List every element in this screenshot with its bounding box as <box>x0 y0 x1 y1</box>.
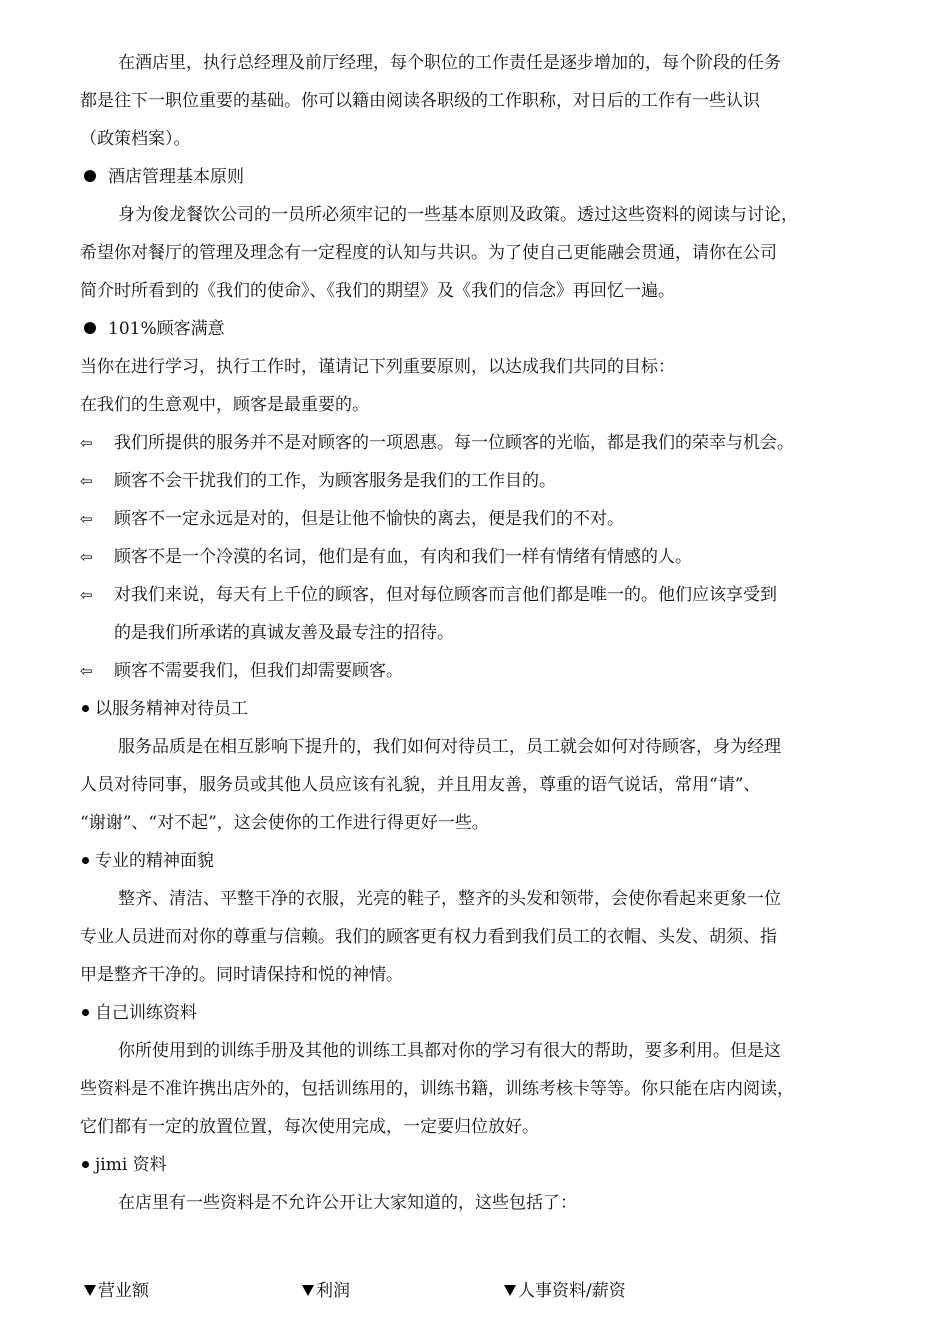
training-line-1: 你所使用到的训练手册及其他的训练工具都对你的学习有很大的帮助，要多利用。但是这 <box>118 1041 781 1061</box>
list-item-text: 顾客不需要我们，但我们却需要顾客。 <box>114 661 403 681</box>
intro-line-3: （政策档案）。 <box>80 129 191 149</box>
bullet-icon <box>82 1009 89 1016</box>
principles-heading-text: 酒店管理基本原则 <box>108 167 244 187</box>
satisfaction-line-2: 在我们的生意观中，顾客是最重要的。 <box>80 395 369 415</box>
left-arrow-icon: ⇦ <box>80 662 93 680</box>
service-line-2: 人员对待同事，服务员或其他人员应该有礼貌，并且用友善，尊重的语气说话，常用“请”、 <box>80 775 761 795</box>
bullet-icon <box>82 705 89 712</box>
satisfaction-heading <box>80 310 880 348</box>
list-item-text: 营业额 <box>98 1281 149 1301</box>
list-item <box>80 500 880 538</box>
list-item-text: 对我们来说，每天有上千位的顾客，但对每位顾客而言他们都是唯一的。他们应该享受到 <box>114 585 777 605</box>
list-item <box>504 1272 626 1310</box>
bullet-icon <box>84 322 96 334</box>
training-line-3: 它们都有一定的放置位置，每次使用完成，一定要归位放好。 <box>80 1117 539 1137</box>
professional-heading-text: 专业的精神面貌 <box>95 851 214 871</box>
bullet-icon <box>84 170 96 182</box>
list-item <box>80 652 880 690</box>
confidential-items <box>80 1272 880 1310</box>
training-line-2: 些资料是不准许携出店外的，包括训练用的，训练书籍，训练考核卡等等。你只能在店内阅读， <box>80 1079 794 1099</box>
bullet-icon <box>82 857 89 864</box>
list-item-text: 顾客不会干扰我们的工作，为顾客服务是我们的工作目的。 <box>114 471 556 491</box>
spacer <box>80 1222 880 1272</box>
principles-line-3: 简介时所看到的《我们的使命》、《我们的期望》及《我们的信念》再回忆一遍。 <box>80 281 675 301</box>
service-line-3: “谢谢”、“对不起”，这会使你的工作进行得更好一些。 <box>80 813 489 833</box>
confidential-heading <box>80 1146 880 1184</box>
list-item-text: 顾客不是一个冷漠的名词，他们是有血，有肉和我们一样有情绪有情感的人。 <box>114 547 692 567</box>
triangle-down-icon <box>504 1285 516 1296</box>
list-item-continuation: 的是我们所承诺的真诚友善及最专注的招待。 <box>114 623 454 643</box>
list-item <box>84 1272 149 1310</box>
list-item-text: 顾客不一定永远是对的，但是让他不愉快的离去，便是我们的不对。 <box>114 509 624 529</box>
professional-heading <box>80 842 880 880</box>
list-item <box>80 576 880 614</box>
list-item-text: 利润 <box>316 1281 350 1301</box>
training-heading <box>80 994 880 1032</box>
service-heading <box>80 690 880 728</box>
satisfaction-line-1: 当你在进行学习，执行工作时，谨请记下列重要原则，以达成我们共同的目标： <box>80 357 675 377</box>
service-line-1: 服务品质是在相互影响下提升的，我们如何对待员工，员工就会如何对待顾客，身为经理 <box>118 737 781 757</box>
professional-line-3: 甲是整齐干净的。同时请保持和悦的神情。 <box>80 965 403 985</box>
left-arrow-icon: ⇦ <box>80 548 93 566</box>
confidential-heading-text: jimi 资料 <box>95 1155 167 1175</box>
bullet-icon <box>82 1161 89 1168</box>
principles-line-1: 身为俊龙餐饮公司的一员所必须牢记的一些基本原则及政策。透过这些资料的阅读与讨论， <box>118 205 798 225</box>
list-item-text: 人事资料/薪资 <box>518 1281 626 1301</box>
training-heading-text: 自己训练资料 <box>95 1003 197 1023</box>
service-heading-text: 以服务精神对待员工 <box>95 699 248 719</box>
triangle-down-icon <box>302 1285 314 1296</box>
list-item <box>80 538 880 576</box>
intro-line-2: 都是往下一职位重要的基础。你可以籍由阅读各职级的工作职称，对日后的工作有一些认识 <box>80 91 760 111</box>
professional-line-1: 整齐、清洁、平整干净的衣服，光亮的鞋子，整齐的头发和领带，会使你看起来更象一位 <box>118 889 781 909</box>
list-item <box>80 424 880 462</box>
left-arrow-icon: ⇦ <box>80 510 93 528</box>
confidential-line-1: 在店里有一些资料是不允许公开让大家知道的，这些包括了： <box>118 1193 577 1213</box>
list-item <box>80 462 880 500</box>
list-item <box>302 1272 350 1310</box>
intro-line-1: 在酒店里，执行总经理及前厅经理，每个职位的工作责任是逐步增加的，每个阶段的任务 <box>118 53 781 73</box>
satisfaction-heading-text: 101%顾客满意 <box>108 319 225 339</box>
principles-heading <box>80 158 880 196</box>
left-arrow-icon: ⇦ <box>80 434 93 452</box>
principles-line-2: 希望你对餐厅的管理及理念有一定程度的认知与共识。为了使自己更能融会贯通，请你在公司 <box>80 243 777 263</box>
professional-line-2: 专业人员进而对你的尊重与信赖。我们的顾客更有权力看到我们员工的衣帽、头发、胡须、指 <box>80 927 777 947</box>
list-item-text: 我们所提供的服务并不是对顾客的一项恩惠。每一位顾客的光临，都是我们的荣幸与机会。 <box>114 433 794 453</box>
left-arrow-icon: ⇦ <box>80 586 93 604</box>
triangle-down-icon <box>84 1285 96 1296</box>
document-page <box>80 44 880 1310</box>
left-arrow-icon: ⇦ <box>80 472 93 490</box>
